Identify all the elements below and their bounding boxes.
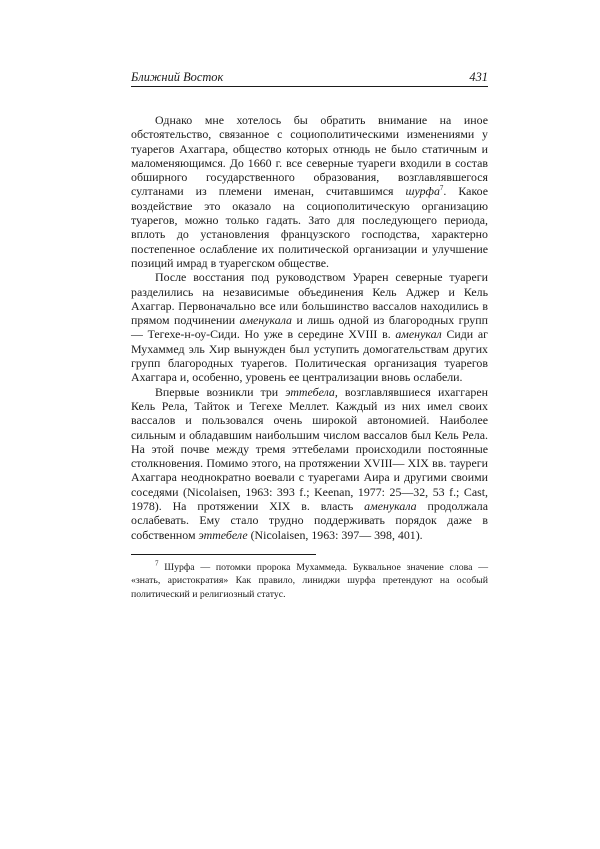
paragraph-3 xyxy=(131,385,488,542)
paragraph-1 xyxy=(131,113,488,270)
text-run: Однако мне хотелось бы обратить внимание на иное обстоятельство, связанное с социополитическими изменениями у туарегов Ахаггара, общество которых отнюдь не было статичным и маломеняющимся. До 1660 г. все северные туареги входили в состав обширного государственного образования, возглавлявшегося султанами из племени именан, считавшимся xyxy=(131,113,488,199)
text-run: Сиди аг Мухаммед эль Хир вынужден был уступить домогательствам других групп благородных туарегов. Политическая организация туарегов Ахаггара и, особенно, уровень ее централизации вновь ослабели. xyxy=(131,327,488,385)
term-amenukal: аменукал xyxy=(395,327,442,342)
term-ettebela: эттебела, xyxy=(285,384,338,399)
text-run: После восстания под руководством Урарен северные туареги разделились на независимые объединения Кель Аджер и Кель Ахаггар. Первоначально все или большинство вассалов находились в прямом подчинении xyxy=(131,270,488,328)
term-amenukala: аменукала xyxy=(239,313,292,328)
journal-title: Ближний Восток xyxy=(131,70,224,84)
footnote-number: 7 xyxy=(155,559,159,568)
text-run: продолжала ослабевать. Ему стало трудно поддерживать порядок даже в собственном xyxy=(131,499,489,542)
header-rule xyxy=(131,86,488,87)
text-run: . Какое воздействие это оказало на социополитическую организацию туарегов, можно только гадать. Зато для последующего периода, вплоть до установления французского господства, характерно постепенное ослабление их политической организации и улучшение позиций имрад в туарегском обществе. xyxy=(131,184,488,270)
footnote-rule xyxy=(131,554,316,555)
term-shurfa: шурфа xyxy=(405,184,440,199)
text-run: (Nicolaisen, 1963: 397— 398, 401). xyxy=(247,527,423,542)
running-header xyxy=(131,70,488,84)
text-run: Впервые возникли три xyxy=(155,384,286,399)
text-run: и лишь одной из благородных групп — Тегехе-н-оу-Сиди. Но уже в середине XVIII в. xyxy=(131,313,488,342)
footnote-text: Шурфа — потомки пророка Мухаммеда. Буквальное значение слова — «знать, аристократия» Как правило, линиджи шурфа претендуют на особый политический и религиозный статус. xyxy=(131,562,488,600)
footnote-7 xyxy=(131,561,488,601)
term-ettebele: эттебеле xyxy=(198,527,248,542)
page-number: 431 xyxy=(469,70,488,84)
footnote xyxy=(131,561,488,601)
term-amenukala: аменукала xyxy=(364,499,417,514)
paragraph-2 xyxy=(131,270,488,384)
text-run: возглавлявшиеся ихаггарен Кель Рела, Тайток и Тегехе Меллет. Каждый из них имел своих вассалов и пользовался очень широкой автономией. Наиболее сильным и обладавшим наибольшим числом вассалов был Кель Рела. На этой почве между тремя эттебелами происходили постоянные столкновения. Помимо этого, на протяжении XVIII— XIX вв. тауреги Ахаггара неоднократно воевали с туарегами Аира и другими своими соседями (Nicolaisen, 1963: 393 f.; Keenan, 1977: 25—32, 53 f.; Cast, 1978). На протяжении XIX в. власть xyxy=(131,384,488,514)
body-text xyxy=(131,113,488,542)
footnote-ref: 7 xyxy=(439,184,444,193)
